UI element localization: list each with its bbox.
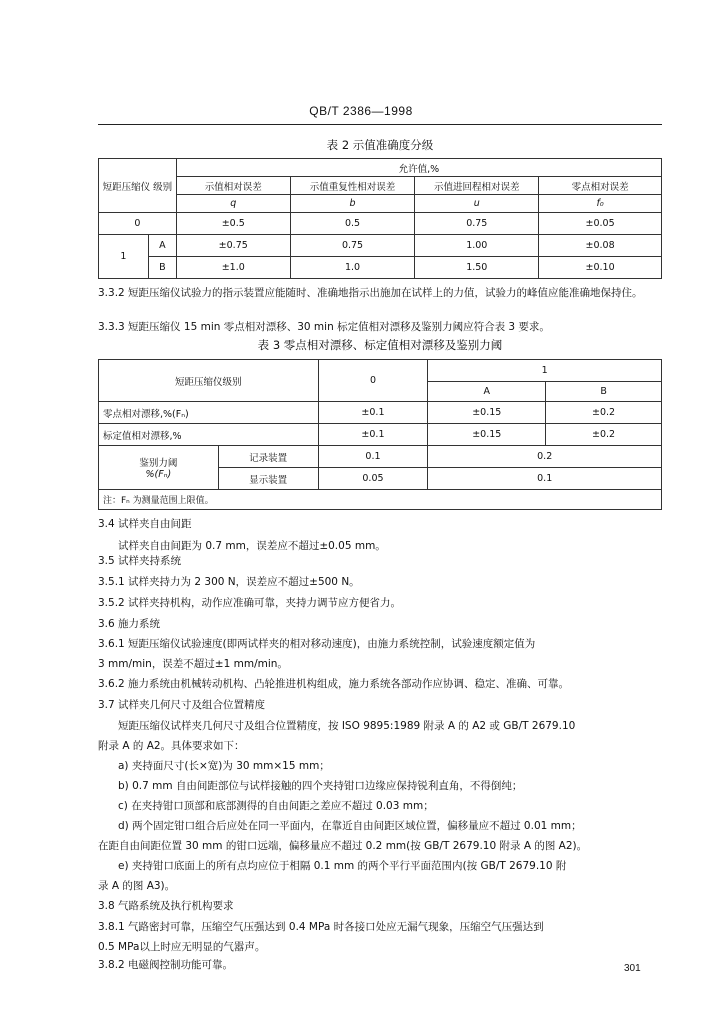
table3-cell: ±0.2 xyxy=(546,402,662,424)
table2-grade: 0 xyxy=(99,213,177,235)
heading-3-7: 3.7 试样夹几何尺寸及组合位置精度 xyxy=(98,699,266,711)
paragraph-3-8-2: 3.8.2 电磁阀控制功能可靠。 xyxy=(98,959,234,971)
table3-caption: 表 3 零点相对漂移、标定值相对漂移及鉴别力阈 xyxy=(257,338,503,352)
paragraph-3-8-1: 3.8.1 气路密封可靠，压缩空气压强达到 0.4 MPa 时各接口处应无漏气现象，压缩空气压强达到 xyxy=(98,921,544,933)
paragraph: 0.5 MPa以上时应无明显的气嚣声。 xyxy=(98,941,266,953)
table2-cell: ±0.05 xyxy=(539,213,662,235)
table2-cell: ±1.0 xyxy=(176,257,290,279)
table2-cell: ±0.5 xyxy=(176,213,290,235)
table2-subgrade: A xyxy=(148,235,176,257)
heading-3-5: 3.5 试样夹持系统 xyxy=(98,555,182,567)
table3-record-label: 记录装置 xyxy=(218,446,318,468)
table2-grade: 1 xyxy=(99,235,149,279)
table3-grade-header: 短距压缩仪级别 xyxy=(99,360,319,402)
table2-cell: 1.0 xyxy=(290,257,415,279)
table2-caption: 表 2 示值准确度分级 xyxy=(326,138,434,152)
table3-grade-a: A xyxy=(428,382,546,402)
heading-3-6: 3.6 施力系统 xyxy=(98,618,161,630)
table2-subgrade: B xyxy=(148,257,176,279)
table2-cell: 0.75 xyxy=(290,235,415,257)
heading-3-4: 3.4 试样夹自由间距 xyxy=(98,518,192,530)
list-item: a) 夹持面尺寸(长×宽)为 30 mm×15 mm； xyxy=(118,760,330,772)
table2-col-header: 示值重复性相对误差 xyxy=(290,177,415,195)
table3-cell: ±0.2 xyxy=(546,424,662,446)
table3-cell: ±0.15 xyxy=(428,424,546,446)
table2-symbol: f₀ xyxy=(539,195,662,213)
table3-grade-b: B xyxy=(546,382,662,402)
table2-allow-header: 允许值,% xyxy=(176,159,661,177)
table3-cell: ±0.15 xyxy=(428,402,546,424)
page-number: 301 xyxy=(624,963,641,974)
table2-col-header: 示值相对误差 xyxy=(176,177,290,195)
table3-cell: 0.1 xyxy=(428,468,662,490)
paragraph: 3 mm/min，误差不超过±1 mm/min。 xyxy=(98,658,288,670)
heading-3-8: 3.8 气路系统及执行机构要求 xyxy=(98,900,234,912)
table3-threshold-label-a: 鉴别力阈 xyxy=(139,458,178,469)
table2 xyxy=(98,158,662,279)
table2-cell: 1.50 xyxy=(415,257,539,279)
paragraph-3-3-3: 3.3.3 短距压缩仪 15 min 零点相对漂移、30 min 标定值相对漂移及鉴别力阈应符合表 3 要求。 xyxy=(98,321,550,333)
table2-symbol: q xyxy=(176,195,290,213)
table3-cell: 0.05 xyxy=(318,468,428,490)
table2-cell: ±0.08 xyxy=(539,235,662,257)
table3-row-label: 标定值相对漂移,% xyxy=(99,424,319,446)
list-item: b) 0.7 mm 自由间距部位与试样接触的四个夹持钳口边缘应保持锐利直角，不得倒纯； xyxy=(118,780,523,792)
paragraph: 录 A 的图 A3)。 xyxy=(98,880,176,892)
table2-cell: 0.5 xyxy=(290,213,415,235)
table3-cell: ±0.1 xyxy=(318,424,428,446)
standard-header: QB/T 2386—1998 xyxy=(309,104,413,118)
table3-cell: 0.1 xyxy=(318,446,428,468)
list-item: c) 在夹持钳口顶部和底部测得的自由间距之差应不超过 0.03 mm； xyxy=(118,800,434,812)
table2-symbol: u xyxy=(415,195,539,213)
list-item: d) 两个固定钳口组合后应处在同一平面内，在靠近自由间距区域位置，偏移量应不超过 0.01 mm； xyxy=(118,820,582,832)
table3-row-label: 零点相对漂移,%(Fₙ) xyxy=(99,402,319,424)
table3-cell: 0.2 xyxy=(428,446,662,468)
paragraph: 在距自由间距位置 30 mm 的钳口远端，偏移量应不超过 0.2 mm(按 GB/T 2679.10 附录 A 的图 A2)。 xyxy=(98,840,588,852)
table3-grade-0: 0 xyxy=(318,360,428,402)
table3-display-label: 显示装置 xyxy=(218,468,318,490)
table2-cell: 0.75 xyxy=(415,213,539,235)
paragraph-3-6-2: 3.6.2 施力系统由机械转动机构、凸轮推进机构组成，施力系统各部动作应协调、稳定、准确、可靠。 xyxy=(98,678,570,690)
table2-cell: ±0.10 xyxy=(539,257,662,279)
table2-cell: 1.00 xyxy=(415,235,539,257)
paragraph-3-5-1: 3.5.1 试样夹持力为 2 300 N，误差应不超过±500 N。 xyxy=(98,576,360,588)
paragraph: 试样夹自由间距为 0.7 mm，误差应不超过±0.05 mm。 xyxy=(118,540,386,552)
header-rule xyxy=(98,124,662,125)
table3 xyxy=(98,359,662,510)
table2-col-header: 零点相对误差 xyxy=(539,177,662,195)
table3-threshold-label xyxy=(99,446,219,490)
table2-symbol: b xyxy=(290,195,415,213)
paragraph-3-5-2: 3.5.2 试样夹持机构，动作应准确可靠，夹持力调节应方便省力。 xyxy=(98,597,402,609)
table2-grade-header: 短距压缩仪 级别 xyxy=(99,159,177,213)
list-item: e) 夹持钳口底面上的所有点均应位于相隔 0.1 mm 的两个平行平面范围内(按 GB/T 2679.10 附 xyxy=(118,860,567,872)
table2-cell: ±0.75 xyxy=(176,235,290,257)
table3-cell: ±0.1 xyxy=(318,402,428,424)
paragraph: 附录 A 的 A2。具体要求如下： xyxy=(98,740,245,752)
table3-grade-1: 1 xyxy=(428,360,662,382)
table2-col-header: 示值进回程相对误差 xyxy=(415,177,539,195)
paragraph-3-6-1: 3.6.1 短距压缩仪试验速度(即两试样夹的相对移动速度)，由施力系统控制，试验速度额定值为 xyxy=(98,638,536,650)
table3-threshold-label-b: %(Fₙ) xyxy=(145,469,172,480)
paragraph: 短距压缩仪试样夹几何尺寸及组合位置精度，按 ISO 9895:1989 附录 A 的 A2 或 GB/T 2679.10 xyxy=(118,720,576,732)
table3-note: 注：Fₙ 为测量范围上限值。 xyxy=(99,490,662,510)
paragraph-3-3-2: 3.3.2 短距压缩仪试验力的指示装置应能随时、准确地指示出施加在试样上的力值，试验力的峰值应能准确地保持住。 xyxy=(98,287,643,299)
